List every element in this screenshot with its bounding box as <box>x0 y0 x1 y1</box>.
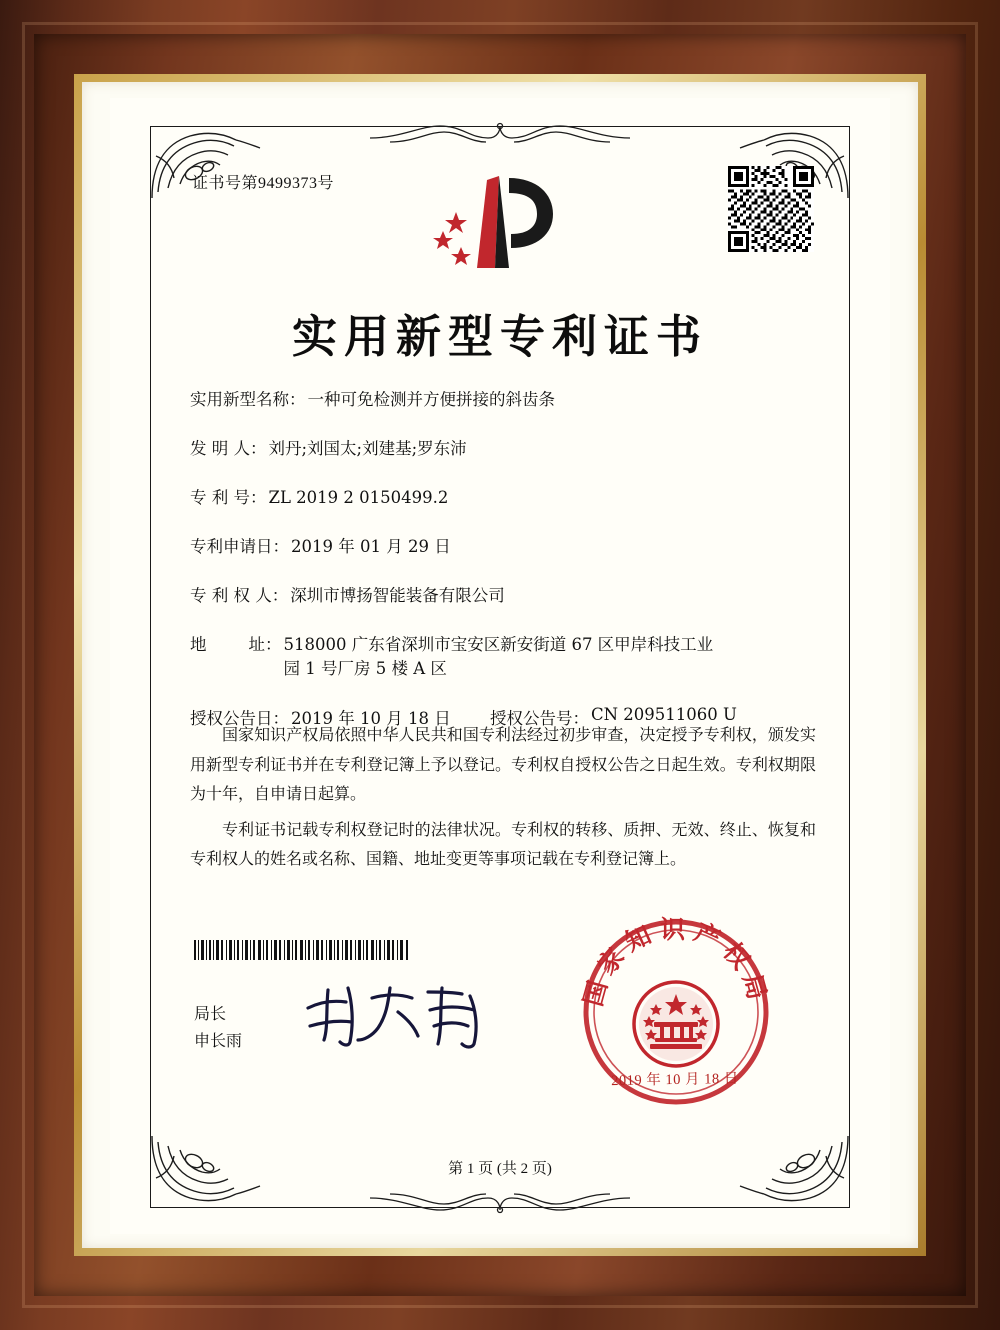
field-label-patentee: 专 利 权 人： <box>190 585 289 605</box>
field-label-address: 地 址： <box>190 634 282 654</box>
field-label-announcement-date: 授权公告日： <box>190 709 289 729</box>
field-value-announcement-date: 2019 年 10 月 18 日 <box>291 709 451 729</box>
legal-paragraph-1: 国家知识产权局依照中华人民共和国专利法经过初步审查，决定授予专利权，颁发实用新型专利证书并在专利登记簿上予以登记。专利权自授权公告之日起生效。专利权期限为十年，自申请日起算。 <box>190 725 816 804</box>
legal-statement-paragraphs <box>190 720 816 880</box>
field-row-utility-model-name <box>190 388 818 412</box>
verification-qr-code <box>728 166 814 252</box>
field-value-inventors: 刘丹;刘国太;刘建基;罗东沛 <box>268 438 467 458</box>
seal-date: 2019 年 10 月 18 日 <box>611 1070 739 1090</box>
field-value-patentee: 深圳市博扬智能装备有限公司 <box>290 585 505 605</box>
field-row-patentee <box>190 584 818 608</box>
field-row-address <box>190 633 818 681</box>
ornament-top-center-icon <box>370 120 630 154</box>
field-label-announcement-number: 授权公告号： <box>490 709 589 729</box>
certificate-title: 实用新型专利证书 <box>291 310 708 363</box>
field-value-announcement-number: CN 209511060 U <box>591 705 737 725</box>
field-row-application-date <box>190 535 818 559</box>
field-label-inventors: 发 明 人： <box>190 438 267 458</box>
legal-paragraph-2: 专利证书记载专利权登记时的法律状况。专利权的转移、质押、无效、终止、恢复和专利权人的姓名或名称、国籍、地址变更等事项记载在专利登记簿上。 <box>190 819 816 869</box>
patent-certificate-document <box>110 98 890 1234</box>
field-value-address-line2: 园 1 号厂房 5 楼 A 区 <box>283 658 447 678</box>
cnipa-patent-logo-icon <box>425 168 575 278</box>
certificate-content <box>172 160 828 1184</box>
field-row-patent-number <box>190 486 818 510</box>
director-signature-block <box>194 1000 242 1054</box>
field-label-utility-model-name: 实用新型名称： <box>190 390 306 409</box>
director-name-label: 申长雨 <box>194 1031 243 1051</box>
page-footer: 第 1 页 (共 2 页) <box>448 1161 552 1177</box>
field-label-patent-number: 专 利 号： <box>190 487 267 507</box>
field-row-inventors <box>190 437 818 461</box>
svg-text:国家知识产权局: 国家知识产权局 <box>578 915 774 1010</box>
field-value-address <box>281 633 818 681</box>
ornament-bottom-center-icon <box>370 1182 630 1216</box>
certificate-fields <box>190 388 818 739</box>
field-value-patent-number: ZL 2019 2 0150499.2 <box>268 487 449 507</box>
certificate-number: 证书号第9499373号 <box>192 175 335 192</box>
handwritten-signature <box>302 982 512 1052</box>
field-value-application-date: 2019 年 01 月 29 日 <box>291 536 451 556</box>
field-value-address-line1: 518000 广东省深圳市宝安区新安街道 67 区甲岸科技工业 <box>283 634 714 654</box>
document-barcode <box>194 940 414 960</box>
director-title-label: 局长 <box>194 1004 227 1023</box>
field-label-application-date: 专利申请日： <box>190 536 289 556</box>
field-value-utility-model-name: 一种可免检测并方便拼接的斜齿条 <box>307 390 555 409</box>
